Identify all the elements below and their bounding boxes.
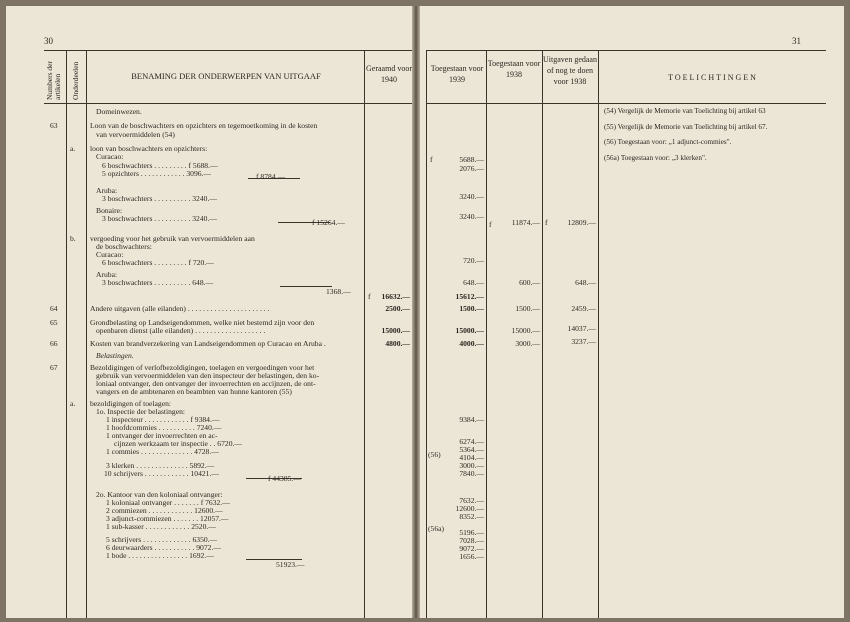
header-uitgaven: Uitgaven gedaan of nog te doen voor 1938 <box>543 55 597 86</box>
row-text: vergoeding voor het gebruik van vervoermiddelen aan <box>90 234 255 243</box>
subtotal: f 8784.— <box>256 172 286 181</box>
row-text: 1 bode . . . . . . . . . . . . . . . . 1692.— <box>106 551 214 560</box>
amount-1938: 600.— <box>519 278 540 287</box>
row-text: Curacao: <box>96 250 124 259</box>
row-text: 3 boschwachters . . . . . . . . . . 3240.— <box>102 214 217 223</box>
amount-uitgaven: 648.— <box>575 278 596 287</box>
currency-f: f <box>368 292 371 301</box>
amount-1939: 720.— <box>463 256 484 265</box>
header-geraamd: Geraamd voor 1940 <box>366 64 412 84</box>
subtotal: f 44385.— <box>268 474 301 483</box>
row-text: Curacao: <box>96 152 124 161</box>
row-text: loon van boschwachters en opzichters: <box>90 144 208 153</box>
subtotal: f 15264.— <box>312 218 345 227</box>
header-title: BENAMING DER ONDERWERPEN VAN UITGAAF <box>131 71 321 81</box>
row-text: 1 hoofdcommies . . . . . . . . . . 7240.— <box>106 423 222 432</box>
amount-1939: 5688.— <box>459 155 484 164</box>
row-text: Aruba: <box>96 270 118 279</box>
amount-uitgaven: 2459.— <box>571 304 596 313</box>
amount-1939: 5196.— <box>459 528 484 537</box>
amount-1938: 11874.— <box>511 218 540 227</box>
sub-label: a. <box>70 144 76 153</box>
header-top-rule <box>44 50 412 51</box>
row-text: 1 commies . . . . . . . . . . . . . . 4728.— <box>106 447 219 456</box>
col-rule <box>486 50 487 618</box>
row-text: 10 schrijvers . . . . . . . . . . . . 10421.— <box>104 469 219 478</box>
amount-1939: 9384.— <box>459 415 484 424</box>
header-numbers: Numbers der artikelen <box>45 61 62 100</box>
col-rule <box>542 50 543 618</box>
row-text: Aruba: <box>96 186 118 195</box>
header-sub: Onderdeelen <box>71 61 80 100</box>
currency-f: f <box>489 220 492 229</box>
amount-1939: 5364.— <box>459 445 484 454</box>
row-text: de boschwachters: <box>96 242 152 251</box>
row-text: loniaal ontvanger, den ontvanger der invoerrechten en accijnzen, de ont- <box>96 379 316 388</box>
page-number-right: 31 <box>792 36 801 46</box>
amount-geraamd: 16632.— <box>381 292 410 301</box>
row-text: 6 boschwachters . . . . . . . . . f 5688.— <box>102 161 218 170</box>
sum-rule <box>280 286 332 287</box>
col-rule <box>598 50 599 618</box>
amount-uitgaven: 3237.— <box>571 337 596 346</box>
article-number: 63 <box>50 121 58 130</box>
row-text: 1 sub-kasser . . . . . . . . . . . . 2520.— <box>106 522 216 531</box>
row-text: Andere uitgaven (alle eilanden) . . . . . . . . . . . . . . . . . . . . . . <box>90 304 270 313</box>
currency-f: f <box>545 218 548 227</box>
amount-1938: 1500.— <box>515 304 540 313</box>
amount-geraamd: 15000.— <box>381 326 410 335</box>
amount-geraamd: 2500.— <box>385 304 410 313</box>
section-belastingen: Belastingen. <box>96 351 134 360</box>
amount-1939: 7840.— <box>459 469 484 478</box>
subtotal: 1368.— <box>326 287 351 296</box>
note-marker: (56a) <box>428 524 445 533</box>
amount-1938: 15000.— <box>511 326 540 335</box>
row-text: van vervoermiddelen (54) <box>96 130 175 139</box>
section-domeinwezen: Domeinwezen. <box>96 107 142 116</box>
amount-1939: 648.— <box>463 278 484 287</box>
col-rule <box>364 50 365 618</box>
row-text: 1 inspecteur . . . . . . . . . . . . f 9384.— <box>106 415 220 424</box>
row-text: 3 boschwachters . . . . . . . . . . 3240.— <box>102 194 217 203</box>
row-text: bezoldigingen of toelagen: <box>90 399 171 408</box>
row-text: 2o. Kantoor van den koloniaal ontvanger: <box>96 490 223 499</box>
row-text: 1 koloniaal ontvanger . . . . . . . f 7632.— <box>106 498 230 507</box>
article-number: 64 <box>50 304 58 313</box>
row-text: 1 ontvanger der invoerrechten en ac- <box>106 431 218 440</box>
row-text: 5 schrijvers . . . . . . . . . . . . . 6350.— <box>106 535 218 544</box>
col-rule <box>66 50 67 618</box>
amount-1939: 8352.— <box>459 512 484 521</box>
currency-f: f <box>430 155 433 164</box>
header-1939: Toegestaan voor 1939 <box>430 64 484 84</box>
row-text: 6 boschwachters . . . . . . . . . f 720.— <box>102 258 214 267</box>
amount-1939: 4000.— <box>459 339 484 348</box>
note-55: (55) Vergelijk de Memorie van Toelichting bij artikel 67. <box>604 123 768 131</box>
header-bottom-rule <box>44 103 412 104</box>
header-1938: Toegestaan voor 1938 <box>487 59 541 79</box>
col-rule <box>86 50 87 618</box>
article-number: 65 <box>50 318 58 327</box>
article-number: 67 <box>50 363 58 372</box>
sub-label: a. <box>70 399 76 408</box>
row-text: 1o. Inspectie der belastingen: <box>96 407 185 416</box>
row-text: Grondbelasting op Landseigendommen, welke niet bestemd zijn voor den <box>90 318 315 327</box>
row-text: Bezoldigingen of verlofbezoldigingen, toelagen en vergoedingen voor het <box>90 363 315 372</box>
amount-1939: 7028.— <box>459 536 484 545</box>
row-text: openbaren dienst (alle eilanden) . . . . . . . . . . . . . . . . . . . <box>96 326 266 335</box>
row-text: 2 commiezen . . . . . . . . . . . . 12600.— <box>106 506 223 515</box>
amount-1939: 1500.— <box>459 304 484 313</box>
row-text: 3 boschwachters . . . . . . . . . . 648.— <box>102 278 214 287</box>
note-56a: (56a) Toegestaan voor: „3 klerken". <box>604 154 707 162</box>
right-page <box>420 6 844 618</box>
amount-1938: 3000.— <box>515 339 540 348</box>
amount-uitgaven: 12809.— <box>567 218 596 227</box>
book-gutter <box>412 6 420 618</box>
row-text: Kosten van brandverzekering van Landseigendommen op Curacao en Aruba . <box>90 339 326 348</box>
row-text: Loon van de boschwachters en opzichters en tegemoetkoming in de kosten <box>90 121 318 130</box>
amount-1939: 12600.— <box>455 504 484 513</box>
amount-1939: 3000.— <box>459 461 484 470</box>
page-number-left: 30 <box>44 36 53 46</box>
amount-uitgaven: 14037.— <box>567 324 596 333</box>
row-text: 6 deurwaarders . . . . . . . . . . . 9072.— <box>106 543 221 552</box>
header-toelichtingen: TOELICHTINGEN <box>668 73 758 82</box>
sub-label: b. <box>70 234 76 243</box>
note-56: (56) Toegestaan voor: „1 adjunct-commies". <box>604 138 732 146</box>
note-marker: (56) <box>428 450 441 459</box>
amount-1939: 15000.— <box>455 326 484 335</box>
amount-1939: 4104.— <box>459 453 484 462</box>
row-text: cijnzen werkzaam ter inspectie . . 6720.— <box>114 439 242 448</box>
row-text: 3 klerken . . . . . . . . . . . . . . 5892.— <box>106 461 215 470</box>
row-text: Bonaire: <box>96 206 123 215</box>
note-54: (54) Vergelijk de Memorie van Toelichting bij artikel 63 <box>604 107 766 115</box>
amount-1939: 6274.— <box>459 437 484 446</box>
row-text: 3 adjunct-commiezen . . . . . . . 12057.— <box>106 514 229 523</box>
amount-geraamd: 4800.— <box>385 339 410 348</box>
amount-1939: 3240.— <box>459 192 484 201</box>
row-text: vangers en de ambtenaren en beambten van hunne kantoren (55) <box>96 387 292 396</box>
amount-1939: 15612.— <box>455 292 484 301</box>
left-page <box>6 6 412 618</box>
amount-1939: 1656.— <box>459 552 484 561</box>
amount-1939: 2076.— <box>459 164 484 173</box>
amount-1939: 9072.— <box>459 544 484 553</box>
amount-1939: 7632.— <box>459 496 484 505</box>
amount-1939: 3240.— <box>459 212 484 221</box>
row-text: gebruik van vervoermiddelen van den inspecteur der belastingen, den ko- <box>96 371 320 380</box>
subtotal: 51923.— <box>276 560 305 569</box>
col-rule <box>426 50 427 618</box>
row-text: 5 opzichters . . . . . . . . . . . . 3096.— <box>102 169 212 178</box>
article-number: 66 <box>50 339 58 348</box>
